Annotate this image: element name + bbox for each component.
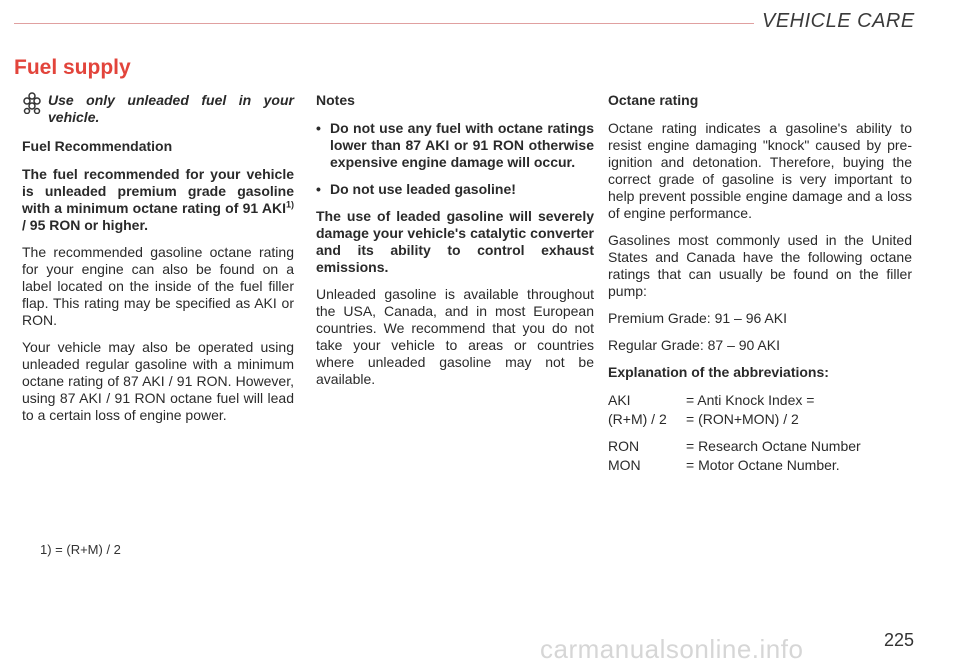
regular-grade: Regular Grade: 87 – 90 AKI [608, 337, 780, 353]
note-bullet [316, 181, 594, 208]
footnote: 1) = (R+M) / 2 [40, 542, 121, 557]
note-text: Do not use leaded gasoline! [330, 181, 516, 197]
abbr-definition: = Research Octane Number [686, 438, 861, 454]
column-notes [316, 92, 594, 398]
watermark: carmanualsonline.info [540, 634, 804, 664]
warning-text: Use only unleaded fuel in your vehicle. [48, 92, 294, 125]
abbr-spacer [686, 430, 912, 436]
notes-heading: Notes [316, 92, 355, 108]
page-number: 225 [884, 630, 915, 650]
footnote-marker: 1) [285, 199, 294, 210]
octane-common-paragraph: Gasolines most commonly used in the United States and Canada have the following octane ratings that can usually be found on the filler pump: [608, 232, 912, 299]
page-title: Fuel supply [14, 56, 131, 79]
rec-text-b: / 95 RON or higher. [22, 217, 149, 233]
abbr-definition: = Anti Knock Index = [686, 392, 815, 408]
abbr-term: MON [608, 457, 641, 473]
fuel-recommendation-heading: Fuel Recommendation [22, 138, 173, 154]
abbreviations-table [608, 392, 912, 474]
abbr-spacer [608, 430, 686, 436]
abbr-term: (R+M) / 2 [608, 411, 667, 427]
premium-grade: Premium Grade: 91 – 96 AKI [608, 310, 787, 326]
availability-paragraph: Unleaded gasoline is available throughout the USA, Canada, and in most European countries. We recommend that you do not take your vehicle to areas or countries where unleaded gasoline may not be available. [316, 286, 594, 387]
note-bullet [316, 120, 594, 181]
abbr-term: AKI [608, 392, 631, 408]
octane-paragraph: Octane rating indicates a gasoline's ability to resist engine damaging "knock" caused by pre-ignition and detonation. Therefore, buying the correct grade of gasoline is very important to help prevent possible engine damage and a loss of engine performance. [608, 120, 912, 221]
warning-notice [22, 92, 294, 126]
header-rule [14, 23, 754, 24]
octane-heading: Octane rating [608, 92, 699, 108]
fuel-recommendation-bold [22, 166, 294, 234]
column-fuel-recommendation [22, 92, 294, 434]
abbr-definition: = Motor Octane Number. [686, 457, 840, 473]
regular-gasoline-paragraph: Your vehicle may also be operated using unleaded regular gasoline with a minimum octane rating of 87 AKI / 91 RON. However, using 87 AKI / 91 RON octane fuel will lead to a certain loss of engine power. [22, 339, 294, 423]
section-label: VEHICLE CARE [762, 10, 915, 32]
rec-text-a: The fuel recommended for your vehicle is unleaded premium grade gasoline with a minimum octane rating of 91 AKI [22, 166, 294, 216]
bullet-icon: • [316, 120, 321, 136]
abbreviations-heading: Explanation of the abbreviations: [608, 364, 829, 380]
abbr-term: RON [608, 438, 640, 454]
column-octane-rating [608, 92, 912, 474]
rating-label-paragraph: The recommended gasoline octane rating for your engine can also be found on a label located on the inside of the fuel filler flap. This rating may be specified as AKI or RON. [22, 244, 294, 328]
warning-icon [22, 92, 42, 114]
leaded-warning-paragraph: The use of leaded gasoline will severely damage your vehicle's catalytic converter and its ability to control exhaust emissions. [316, 208, 594, 275]
note-text: Do not use any fuel with octane ratings lower than 87 AKI or 91 RON otherwise expensive engine damage will occur. [330, 120, 594, 170]
abbr-definition: = (RON+MON) / 2 [686, 411, 799, 427]
bullet-icon: • [316, 181, 321, 197]
